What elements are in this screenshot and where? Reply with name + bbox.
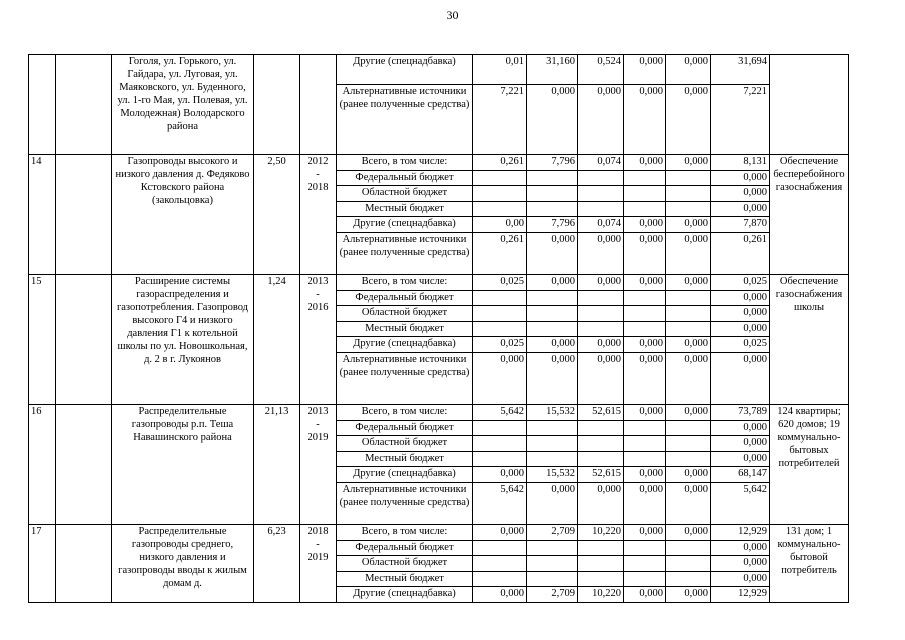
period-end: 2018 [307, 182, 329, 193]
value-cell [624, 186, 666, 202]
value-cell [527, 322, 578, 337]
value-cell [624, 556, 666, 572]
object-name-cell: Гоголя, ул. Горького, ул. Гайдара, ул. Луговая, ул. Маяковского, ул. Буденного, ул. 1-го Мая, ул. Полевая, ул. Молодежная) Володарского района [112, 55, 254, 155]
value-cell: 0,000 [527, 233, 578, 275]
value-cell [578, 572, 624, 587]
value-cell: 7,796 [527, 155, 578, 171]
value-cell [473, 186, 527, 202]
value-cell [624, 322, 666, 337]
value-cell [578, 421, 624, 436]
value-cell: 0,000 [624, 275, 666, 291]
total-cell: 0,000 [711, 186, 770, 202]
value-cell: 0,000 [666, 587, 711, 603]
value-cell [527, 541, 578, 556]
period-start: 2013 [307, 276, 329, 287]
value-cell [624, 436, 666, 452]
result-cell: 131 дом; 1 коммунально-бытовой потребитель [770, 525, 849, 603]
period-start: 2012 [307, 156, 329, 167]
value-cell [527, 186, 578, 202]
result-cell: 124 квартиры; 620 домов; 19 коммунально-бытовых потребителей [770, 405, 849, 525]
value-cell: 0,000 [666, 217, 711, 233]
funding-source-cell: Другие (спецнадбавка) [337, 337, 473, 353]
value-cell [666, 186, 711, 202]
value-cell: 0,000 [578, 85, 624, 155]
value-cell: 0,000 [624, 467, 666, 483]
value-cell [624, 421, 666, 436]
row-number-cell: 17 [29, 525, 56, 603]
value-cell: 0,000 [666, 337, 711, 353]
result-cell [770, 55, 849, 155]
period-end: 2019 [307, 552, 329, 563]
value-cell [578, 202, 624, 217]
value-cell [473, 541, 527, 556]
total-cell: 0,000 [711, 322, 770, 337]
value-cell: 7,796 [527, 217, 578, 233]
total-cell: 12,929 [711, 587, 770, 603]
value-cell: 0,000 [666, 155, 711, 171]
spacer-cell [56, 55, 112, 155]
value-cell [578, 291, 624, 306]
value-cell [624, 572, 666, 587]
funding-source-cell: Местный бюджет [337, 202, 473, 217]
object-name-cell: Распределительные газопроводы среднего, низкого давления и газопроводы вводы к жилым домам д. [112, 525, 254, 603]
value-cell: 0,000 [666, 467, 711, 483]
value-cell: 0,000 [624, 353, 666, 405]
value-cell [473, 421, 527, 436]
funding-source-cell: Федеральный бюджет [337, 541, 473, 556]
value-cell [666, 306, 711, 322]
funding-source-cell: Областной бюджет [337, 306, 473, 322]
total-cell: 73,789 [711, 405, 770, 421]
value-cell: 15,532 [527, 405, 578, 421]
row-number-cell: 16 [29, 405, 56, 525]
length-cell: 2,50 [254, 155, 300, 275]
value-cell [624, 306, 666, 322]
total-cell: 0,000 [711, 202, 770, 217]
value-cell: 0,000 [666, 353, 711, 405]
table-row [29, 275, 849, 291]
value-cell: 10,220 [578, 587, 624, 603]
value-cell: 0,000 [666, 55, 711, 85]
funding-source-cell: Федеральный бюджет [337, 421, 473, 436]
value-cell: 15,532 [527, 467, 578, 483]
length-cell: 6,23 [254, 525, 300, 603]
value-cell: 0,000 [666, 525, 711, 541]
value-cell: 0,000 [578, 353, 624, 405]
value-cell: 0,261 [473, 233, 527, 275]
value-cell [527, 452, 578, 467]
funding-source-cell: Альтернативные источники (ранее полученные средства) [337, 353, 473, 405]
spacer-cell [56, 405, 112, 525]
value-cell [527, 556, 578, 572]
value-cell [473, 171, 527, 186]
value-cell [624, 541, 666, 556]
value-cell: 0,025 [473, 337, 527, 353]
total-cell: 0,261 [711, 233, 770, 275]
value-cell: 0,000 [624, 483, 666, 525]
value-cell: 10,220 [578, 525, 624, 541]
total-cell: 68,147 [711, 467, 770, 483]
value-cell: 0,000 [527, 483, 578, 525]
funding-source-cell: Другие (спецнадбавка) [337, 55, 473, 85]
value-cell [666, 171, 711, 186]
period-cell [300, 525, 337, 603]
value-cell: 5,642 [473, 405, 527, 421]
length-cell: 1,24 [254, 275, 300, 405]
period-dash: - [316, 539, 320, 550]
total-cell: 0,000 [711, 572, 770, 587]
value-cell [527, 291, 578, 306]
value-cell [527, 171, 578, 186]
value-cell [666, 572, 711, 587]
value-cell: 0,000 [527, 275, 578, 291]
value-cell: 0,000 [624, 587, 666, 603]
period-dash: - [316, 419, 320, 430]
funding-source-cell: Федеральный бюджет [337, 291, 473, 306]
period-dash: - [316, 289, 320, 300]
value-cell [473, 556, 527, 572]
value-cell [527, 572, 578, 587]
value-cell [578, 452, 624, 467]
total-cell: 0,000 [711, 556, 770, 572]
value-cell [624, 452, 666, 467]
value-cell: 0,000 [527, 85, 578, 155]
value-cell [578, 306, 624, 322]
table-row [29, 525, 849, 541]
row-number-cell [29, 55, 56, 155]
value-cell: 52,615 [578, 467, 624, 483]
value-cell: 0,000 [473, 587, 527, 603]
funding-source-cell: Альтернативные источники (ранее полученные средства) [337, 233, 473, 275]
object-name-cell: Расширение системы газораспределения и газопотребления. Газопровод высокого Г4 и низкого давления Г1 к котельной школы по ул. Новошкольная, д. 2 в г. Лукоянов [112, 275, 254, 405]
value-cell: 31,160 [527, 55, 578, 85]
value-cell: 0,000 [527, 337, 578, 353]
value-cell: 0,000 [578, 275, 624, 291]
funding-source-cell: Местный бюджет [337, 452, 473, 467]
spacer-cell [56, 525, 112, 603]
value-cell: 0,000 [624, 525, 666, 541]
value-cell [473, 572, 527, 587]
value-cell [527, 202, 578, 217]
total-cell: 0,000 [711, 421, 770, 436]
value-cell: 0,01 [473, 55, 527, 85]
total-cell: 7,870 [711, 217, 770, 233]
row-number-cell: 14 [29, 155, 56, 275]
funding-source-cell: Альтернативные источники (ранее полученные средства) [337, 85, 473, 155]
value-cell [527, 436, 578, 452]
spacer-cell [56, 275, 112, 405]
table-body [29, 55, 849, 603]
value-cell [624, 202, 666, 217]
funding-source-cell: Областной бюджет [337, 556, 473, 572]
value-cell: 0,000 [578, 483, 624, 525]
value-cell: 0,000 [578, 233, 624, 275]
value-cell [473, 202, 527, 217]
value-cell [578, 436, 624, 452]
funding-source-cell: Другие (спецнадбавка) [337, 467, 473, 483]
value-cell [473, 322, 527, 337]
total-cell: 0,000 [711, 436, 770, 452]
value-cell: 52,615 [578, 405, 624, 421]
total-cell: 0,000 [711, 353, 770, 405]
funding-source-cell: Местный бюджет [337, 572, 473, 587]
value-cell: 0,000 [578, 337, 624, 353]
value-cell: 2,709 [527, 587, 578, 603]
value-cell: 0,025 [473, 275, 527, 291]
total-cell: 0,000 [711, 171, 770, 186]
period-end: 2016 [307, 302, 329, 313]
total-cell: 0,000 [711, 452, 770, 467]
funding-source-cell: Всего, в том числе: [337, 155, 473, 171]
value-cell: 0,000 [624, 217, 666, 233]
value-cell [473, 291, 527, 306]
value-cell [527, 421, 578, 436]
value-cell: 7,221 [473, 85, 527, 155]
value-cell: 0,000 [624, 55, 666, 85]
value-cell: 0,000 [666, 405, 711, 421]
total-cell: 12,929 [711, 525, 770, 541]
value-cell: 0,000 [624, 155, 666, 171]
value-cell [666, 291, 711, 306]
value-cell [666, 452, 711, 467]
period-start: 2013 [307, 406, 329, 417]
value-cell [624, 171, 666, 186]
value-cell: 0,000 [624, 233, 666, 275]
total-cell: 0,025 [711, 275, 770, 291]
total-cell: 7,221 [711, 85, 770, 155]
value-cell: 0,000 [666, 233, 711, 275]
total-cell: 0,025 [711, 337, 770, 353]
funding-source-cell: Местный бюджет [337, 322, 473, 337]
value-cell: 0,074 [578, 155, 624, 171]
table-row [29, 405, 849, 421]
value-cell [666, 556, 711, 572]
table-row [29, 55, 849, 85]
period-cell [300, 405, 337, 525]
total-cell: 0,000 [711, 541, 770, 556]
total-cell: 0,000 [711, 291, 770, 306]
value-cell [624, 291, 666, 306]
value-cell [666, 421, 711, 436]
value-cell: 0,000 [624, 405, 666, 421]
value-cell [527, 306, 578, 322]
value-cell [473, 452, 527, 467]
value-cell [473, 306, 527, 322]
period-dash: - [316, 169, 320, 180]
value-cell [666, 436, 711, 452]
value-cell: 2,709 [527, 525, 578, 541]
value-cell [666, 202, 711, 217]
funding-source-cell: Альтернативные источники (ранее полученные средства) [337, 483, 473, 525]
funding-source-cell: Всего, в том числе: [337, 525, 473, 541]
value-cell: 0,000 [473, 353, 527, 405]
value-cell: 0,000 [666, 275, 711, 291]
value-cell [666, 541, 711, 556]
period-cell [300, 55, 337, 155]
length-cell: 21,13 [254, 405, 300, 525]
object-name-cell: Распределительные газопроводы р.п. Теша Навашинского района [112, 405, 254, 525]
program-table [28, 54, 849, 603]
row-number-cell: 15 [29, 275, 56, 405]
value-cell: 0,000 [473, 467, 527, 483]
length-cell [254, 55, 300, 155]
value-cell: 0,524 [578, 55, 624, 85]
value-cell: 5,642 [473, 483, 527, 525]
funding-source-cell: Другие (спецнадбавка) [337, 587, 473, 603]
spacer-cell [56, 155, 112, 275]
value-cell [578, 186, 624, 202]
object-name-cell: Газопроводы высокого и низкого давления д. Федяково Кстовского района (закольцовка) [112, 155, 254, 275]
funding-source-cell: Всего, в том числе: [337, 275, 473, 291]
value-cell: 0,000 [527, 353, 578, 405]
value-cell [578, 556, 624, 572]
value-cell [473, 436, 527, 452]
value-cell [666, 322, 711, 337]
period-end: 2019 [307, 432, 329, 443]
value-cell: 0,000 [624, 85, 666, 155]
value-cell: 0,261 [473, 155, 527, 171]
funding-source-cell: Всего, в том числе: [337, 405, 473, 421]
value-cell: 0,00 [473, 217, 527, 233]
funding-source-cell: Областной бюджет [337, 436, 473, 452]
value-cell [578, 541, 624, 556]
funding-source-cell: Федеральный бюджет [337, 171, 473, 186]
value-cell: 0,000 [666, 483, 711, 525]
value-cell [578, 171, 624, 186]
total-cell: 8,131 [711, 155, 770, 171]
value-cell: 0,000 [473, 525, 527, 541]
funding-source-cell: Областной бюджет [337, 186, 473, 202]
table-row [29, 155, 849, 171]
total-cell: 31,694 [711, 55, 770, 85]
value-cell: 0,000 [624, 337, 666, 353]
value-cell: 0,000 [666, 85, 711, 155]
period-start: 2018 [307, 526, 329, 537]
total-cell: 5,642 [711, 483, 770, 525]
value-cell [578, 322, 624, 337]
total-cell: 0,000 [711, 306, 770, 322]
page-number: 30 [446, 8, 459, 22]
funding-source-cell: Другие (спецнадбавка) [337, 217, 473, 233]
period-cell [300, 155, 337, 275]
result-cell: Обеспечение газоснабжения школы [770, 275, 849, 405]
value-cell: 0,074 [578, 217, 624, 233]
result-cell: Обеспечение бесперебойного газоснабжения [770, 155, 849, 275]
period-cell [300, 275, 337, 405]
